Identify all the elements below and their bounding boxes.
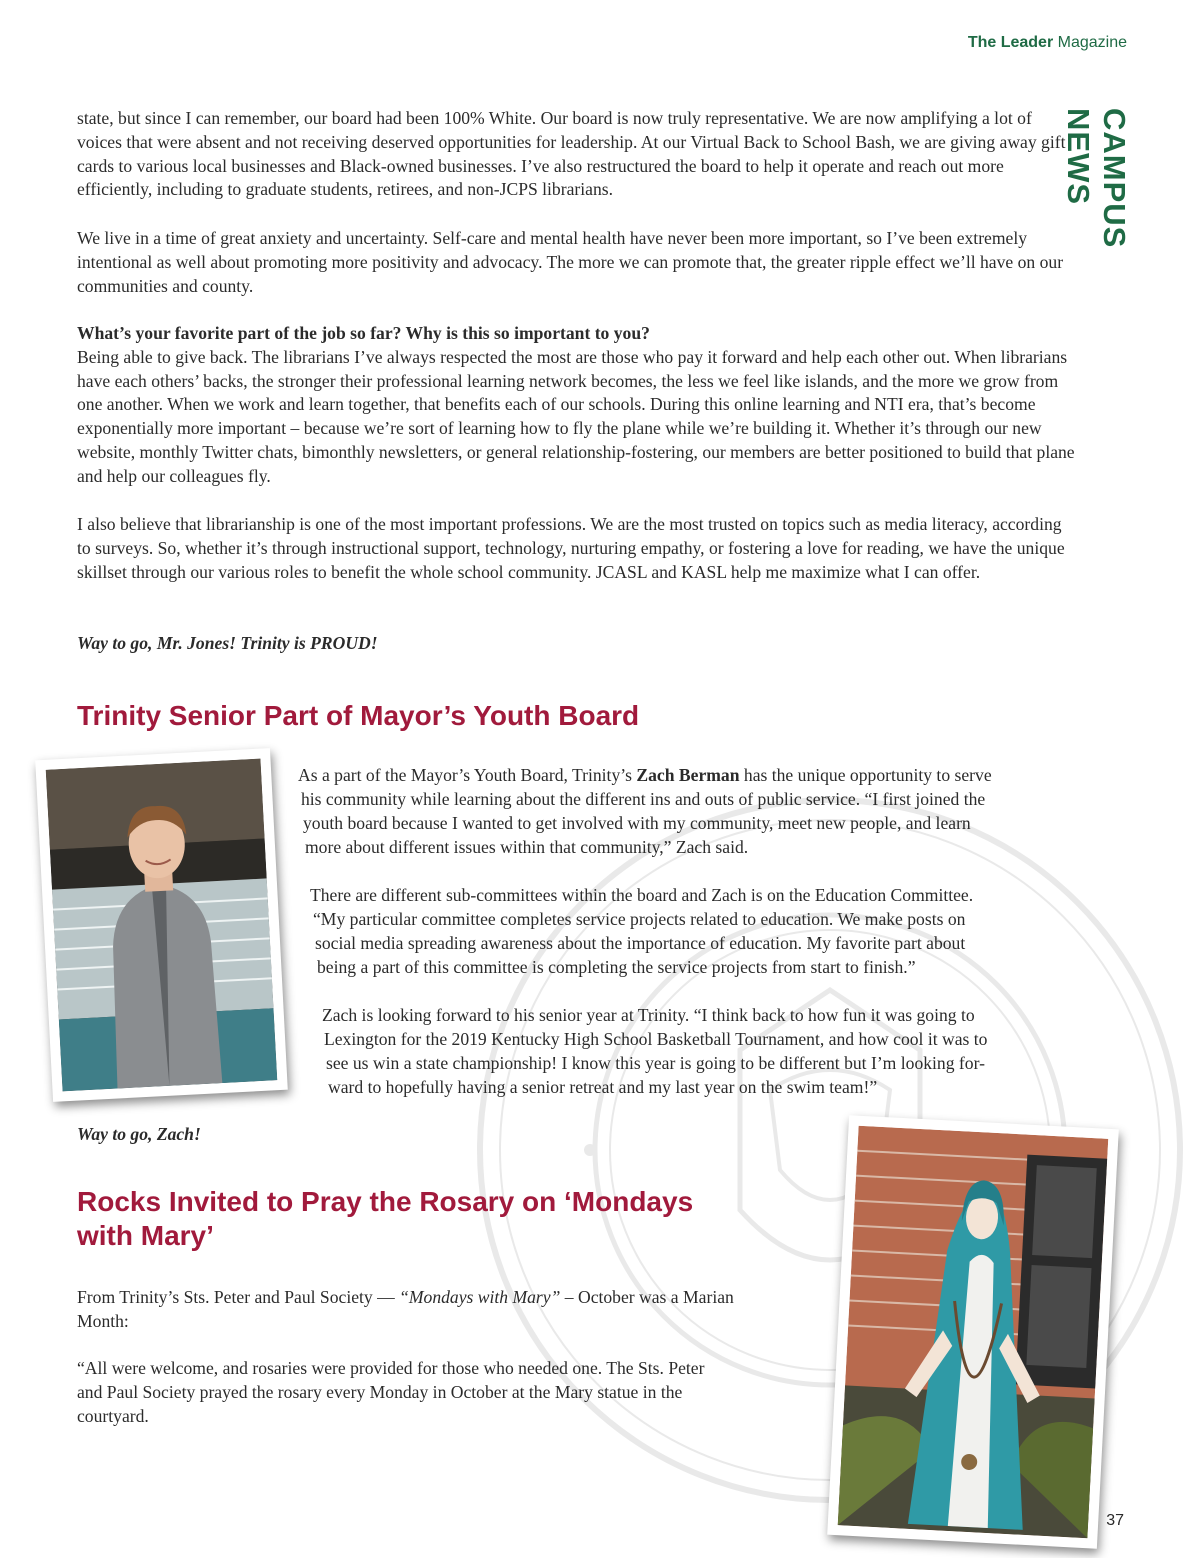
rosary-quote-line-1: “All were welcome, and rosaries were provided for those who needed one. The Sts. Peter bbox=[77, 1358, 705, 1378]
youth-board-line-11: see us win a state championship! I know this year is going to be different but I’m looking for- bbox=[326, 1053, 985, 1073]
interview-question-answer bbox=[77, 322, 1077, 489]
zach-name: Zach Berman bbox=[636, 765, 740, 785]
mary-statue-image bbox=[838, 1126, 1109, 1539]
page-number: 37 bbox=[1106, 1512, 1124, 1529]
brand-bold: The Leader bbox=[967, 34, 1054, 51]
interview-closing: Way to go, Mr. Jones! Trinity is PROUD! bbox=[77, 633, 378, 653]
mary-statue-photo bbox=[827, 1115, 1119, 1549]
youth-board-line-6: “My particular committee completes service projects related to education. We make posts on bbox=[313, 909, 966, 929]
magazine-brand bbox=[968, 34, 1127, 52]
zach-photo bbox=[35, 748, 288, 1102]
youth-board-line-9: Zach is looking forward to his senior year at Trinity. “I think back to how fun it was going to bbox=[322, 1005, 975, 1025]
rosary-quote-line-2: and Paul Society prayed the rosary every Monday in October at the Mary statue in the bbox=[77, 1382, 683, 1402]
youth-board-line-1: As a part of the Mayor’s Youth Board, Trinity’s Zach Berman has the unique opportunity to serve bbox=[298, 765, 992, 785]
interview-paragraph-4: I also believe that librarianship is one of the most important professions. We are the most trusted on topics such as media literacy, according to surveys. So, whether it’s through instructional support, technology, nurturing empathy, or fostering a love for reading, we have the unique skillset through our various roles to benefit the whole school community. JCASL and KASL help me maximize what I can offer. bbox=[77, 514, 1065, 582]
youth-board-line-3: youth board because I wanted to get involved with my community, meet new people, and learn bbox=[303, 813, 971, 833]
zach-portrait-image bbox=[46, 759, 278, 1092]
rosary-intro-line-2: Month: bbox=[77, 1311, 129, 1331]
youth-board-line-7: social media spreading awareness about the importance of education. My favorite part about bbox=[315, 933, 966, 953]
youth-board-heading: Trinity Senior Part of Mayor’s Youth Board bbox=[77, 700, 640, 731]
youth-board-closing: Way to go, Zach! bbox=[77, 1124, 201, 1144]
rosary-intro-line-1: From Trinity’s Sts. Peter and Paul Society — “Mondays with Mary” – October was a Marian bbox=[77, 1287, 734, 1307]
youth-board-line-5: There are different sub-committees within the board and Zach is on the Education Committee. bbox=[310, 885, 974, 905]
youth-board-line-10: Lexington for the 2019 Kentucky High School Basketball Tournament, and how cool it was to bbox=[324, 1029, 988, 1049]
interview-paragraph-1: state, but since I can remember, our board had been 100% White. Our board is now truly representative. We are now amplifying a lot of voices that were absent and not receiving deserved opportunities for leadership. At our Virtual Back to School Bash, we are giving away gift cards to various local businesses and Black-owned businesses. I’ve also restructured the board to help it operate and reach out more efficiently, including to graduate students, retirees, and non-JCPS librarians. bbox=[77, 108, 1066, 200]
interview-answer: Being able to give back. The librarians I’ve always respected the most are those who pay it forward and help each other out. When librarians have each others’ backs, the stronger their professional learning network becomes, the less we feel like islands, and the more we grow from one another. When we work and learn together, that benefits each of our schools. During this online learning and NTI era, that’s become exponentially more important – because we’re sort of learning how to fly the plane while we’re building it. Whether it’s through our new website, monthly Twitter chats, bimonthly newsletters, or general relationship-fostering, our members are better positioned to build that plane and help our colleagues fly. bbox=[77, 346, 1075, 486]
youth-board-line-4: more about different issues within that community,” Zach said. bbox=[305, 837, 749, 857]
youth-board-line-12: ward to hopefully having a senior retreat and my last year on the swim team!” bbox=[328, 1077, 878, 1097]
rosary-quote-line-3: courtyard. bbox=[77, 1406, 149, 1426]
interview-paragraph-2: We live in a time of great anxiety and uncertainty. Self-care and mental health have never been more important, so I’ve been extremely intentional as well about promoting more positivity and advocacy. The more we can promote that, the greater ripple effect we’ll have on our communities and county. bbox=[77, 228, 1064, 296]
interview-question: What’s your favorite part of the job so far? Why is this so important to you? bbox=[77, 323, 650, 343]
mondays-with-mary-title: “Mondays with Mary” bbox=[399, 1287, 561, 1307]
youth-board-line-8: being a part of this committee is completing the service projects from start to finish.” bbox=[317, 957, 916, 977]
rosary-heading: Rocks Invited to Pray the Rosary on ‘Mondays with Mary’ bbox=[77, 1186, 694, 1251]
youth-board-line-2: his community while learning about the different ins and outs of public service. “I first joined the bbox=[301, 789, 986, 809]
brand-rest: Magazine bbox=[1053, 34, 1127, 51]
section-tab: CAMPUS NEWS bbox=[1061, 108, 1132, 249]
